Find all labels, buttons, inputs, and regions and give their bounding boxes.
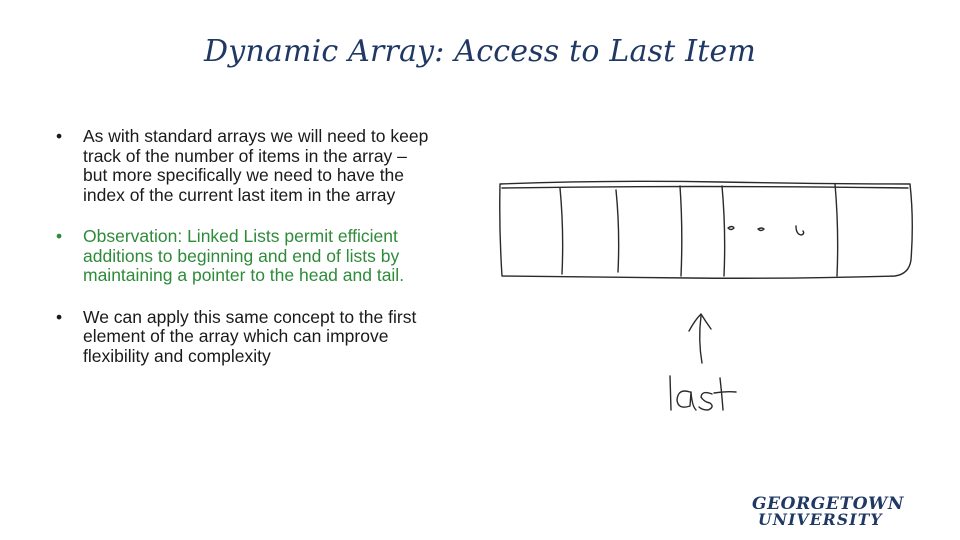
array-top-edge: [502, 187, 908, 189]
logo-line-1: GEORGETOWN: [752, 494, 904, 514]
bullet-list: [54, 127, 434, 388]
bullet-marker: •: [56, 126, 63, 146]
bullet-item: [54, 308, 434, 367]
bullet-marker: •: [56, 226, 63, 246]
array-cell-divider: [616, 190, 619, 272]
array-cell-divider: [722, 186, 725, 276]
bullet-marker: •: [56, 306, 63, 327]
handwritten-last-label: [670, 376, 736, 410]
bullet-text: As with standard arrays we will need to keep track of the number of items in the array – but more specifically we need to have the index of the current last item in the array: [83, 126, 429, 205]
slide-title: Dynamic Array: Access to Last Item: [203, 34, 757, 69]
array-outline: [500, 181, 913, 278]
array-sketch: [490, 170, 930, 430]
array-cell-divider: [835, 184, 838, 276]
array-cell-divider: [680, 186, 682, 276]
bullet-text: We can apply this same concept to the first element of the array which can improve flexibility and complexity: [83, 306, 417, 366]
logo-line-2: UNIVERSITY: [758, 510, 883, 529]
bullet-item: [54, 127, 434, 205]
bullet-text: Observation: Linked Lists permit efficient additions to beginning and end of lists by maintaining a pointer to the head and tail.: [83, 226, 405, 285]
georgetown-university-logo: [752, 496, 904, 528]
up-arrow-icon: [689, 314, 711, 363]
ellipsis-mark: [796, 226, 804, 235]
array-cell-divider: [560, 188, 563, 274]
bullet-item: [54, 227, 434, 286]
ellipsis-mark: [728, 227, 734, 230]
ellipsis-mark: [758, 228, 764, 231]
